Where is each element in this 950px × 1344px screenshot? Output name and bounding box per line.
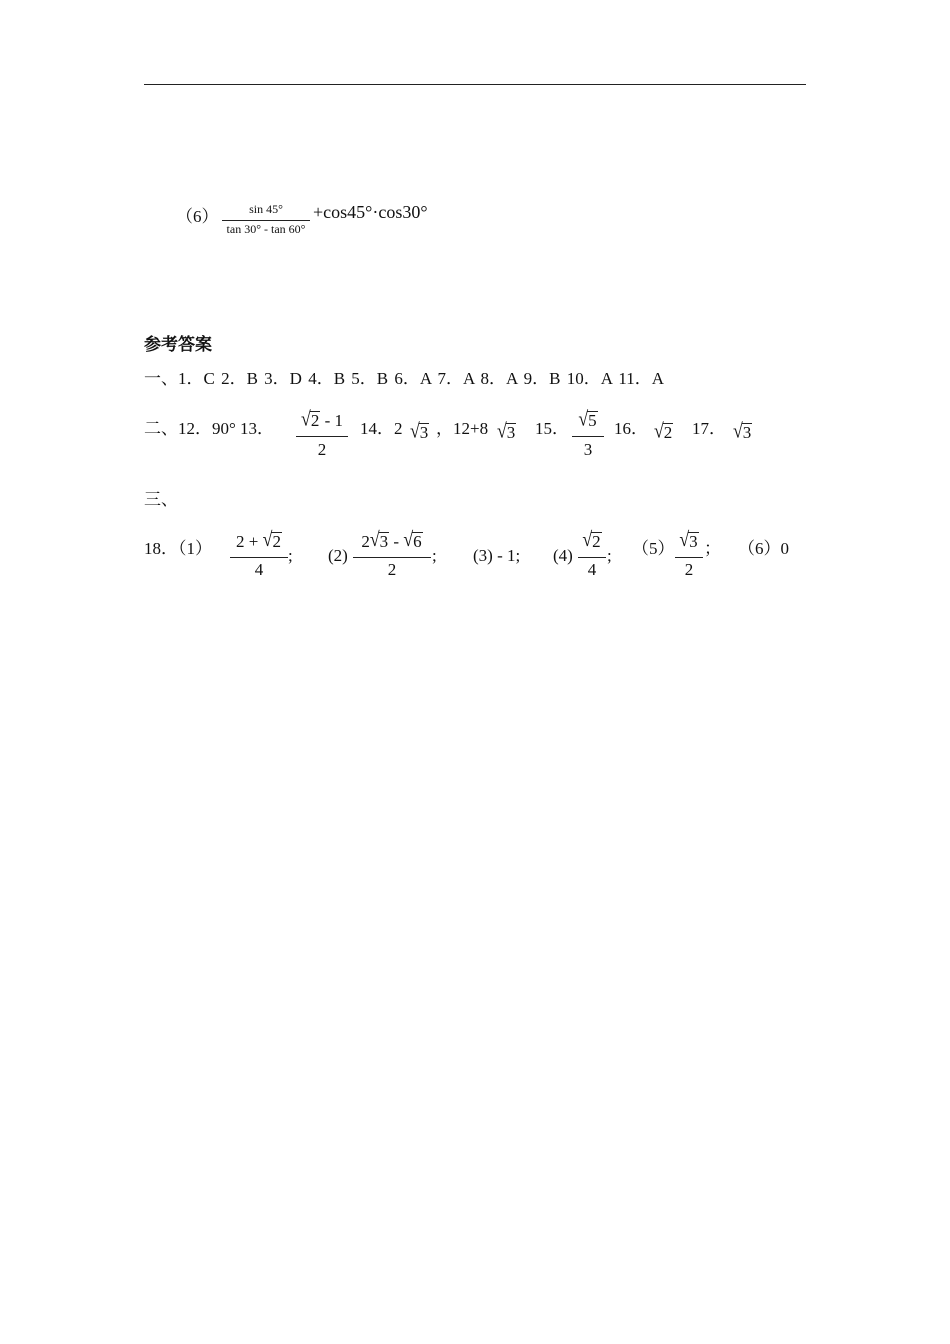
answer-18-5-denominator: 2 [684,560,694,579]
answers-section-3: 三、 [144,490,178,509]
fraction-bar [675,557,703,558]
problem-6-denominator: tan 30° - tan 60° [226,222,306,236]
answer-18-5-numerator: √3 [679,527,698,551]
answers-section-1: 一、1．C 2．B 3．D 4．B 5．B 6．A 7．A 8．A 9．B 10．A 11．A [144,369,664,388]
answer-18-2-fraction [353,527,431,583]
answer-13-denominator: 2 [317,440,327,459]
answer-14-label: 14．2 [360,419,403,438]
separator: ; [288,546,293,565]
answer-18-2-label: (2) [328,546,348,565]
problem-6-label: （6） [176,207,219,226]
problem-6-rest: +cos45°·cos30° [313,202,428,222]
answer-13-fraction [296,406,348,462]
answer-15-label: 15． [535,419,569,438]
header-rule [144,84,806,85]
answer-14-mid: ，12+8 [436,419,489,438]
answer-18-6: （6）0 [738,539,789,558]
answer-18-2-numerator: 2√3 - √6 [361,527,422,551]
fraction-bar [353,557,431,558]
answer-15-numerator: √5 [578,406,597,430]
sqrt-symbol: √2 [301,406,320,430]
separator: ; [432,546,437,565]
answer-18-5-label: （5） [632,539,675,558]
answer-18-4-label: (4) [553,546,573,565]
answer-16-radical: √2 [654,418,673,442]
separator: ； [704,539,721,558]
problem-6-numerator: sin 45° [249,202,283,216]
answer-18-label: 18．（1） [144,539,212,558]
fraction-bar [230,557,288,558]
answer-16-label: 16． [614,419,648,438]
fraction-bar [572,436,604,437]
answer-13-numerator: √2 - 1 [301,406,343,430]
fraction-bar [222,220,310,221]
separator: ; [607,546,612,565]
answer-14-radical-2: √3 [497,418,516,442]
answer-18-1-fraction [230,527,288,583]
answer-14-radical-1: √3 [410,418,429,442]
answer-18-5-fraction [675,527,703,583]
answers-heading: 参考答案 [144,335,212,355]
answer-18-3: (3) - 1; [473,546,521,565]
answers-section-2-prefix: 二、12．90° 13． [144,419,275,438]
answer-18-1-denominator: 4 [254,560,264,579]
answer-15-denominator: 3 [583,440,593,459]
answer-17-label: 17． [692,419,726,438]
fraction-bar [296,436,348,437]
fraction-bar [578,557,606,558]
answer-18-1-numerator: 2 + √2 [236,527,281,551]
answer-15-fraction [572,406,604,462]
answer-18-2-denominator: 2 [387,560,397,579]
answer-18-4-denominator: 4 [587,560,597,579]
problem-6-fraction [222,202,310,242]
answer-17-radical: √3 [733,418,752,442]
answer-18-4-numerator: √2 [582,527,601,551]
answer-18-4-fraction [578,527,606,583]
